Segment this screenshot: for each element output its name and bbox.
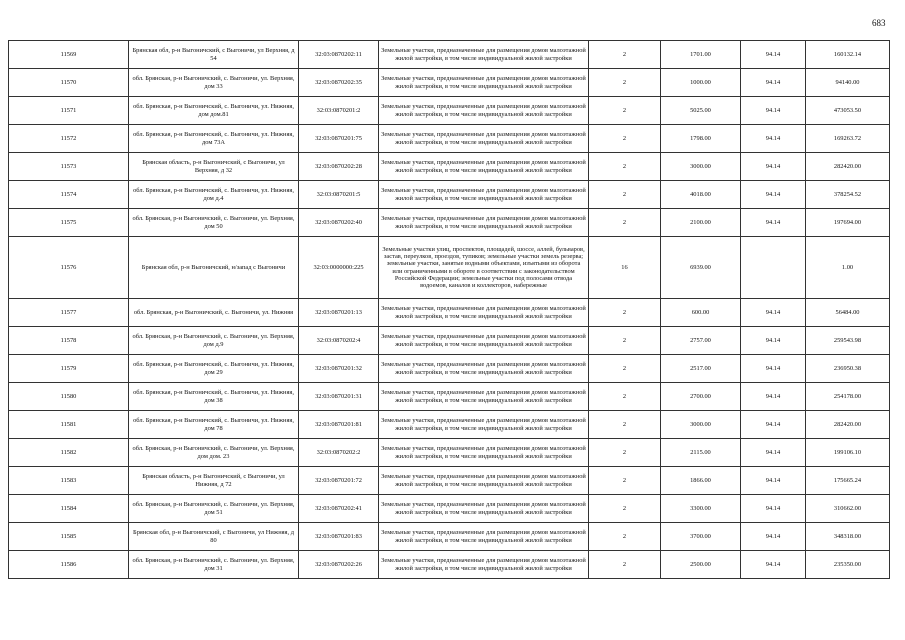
area-cell: 3700.00 bbox=[661, 523, 741, 551]
cadastral-value-cell: 235350.00 bbox=[806, 551, 890, 579]
address-cell: обл. Брянская, р-н Выгоничский, с. Выгоничи, ул. Нижняя, дом д.4 bbox=[129, 181, 299, 209]
address-cell: Брянская обл, р-н Выгоничский, н/запад с Выгоничи bbox=[129, 237, 299, 299]
group-cell: 2 bbox=[589, 97, 661, 125]
cadastral-number-cell: 32:03:0870201:32 bbox=[299, 355, 379, 383]
table-row bbox=[9, 181, 890, 209]
address-cell: обл. Брянская, р-н Выгоничский, с. Выгоничи, ул. Нижняя, дом 78 bbox=[129, 411, 299, 439]
group-cell: 2 bbox=[589, 439, 661, 467]
rate-cell: 94.14 bbox=[741, 69, 806, 97]
row-number: 11584 bbox=[9, 495, 129, 523]
land-category-cell: Земельные участки, предназначенные для размещения домов малоэтажной жилой застройки, в том числе индивидуальной жилой застройки bbox=[379, 523, 589, 551]
cadastral-number-cell: 32:03:0870201:72 bbox=[299, 467, 379, 495]
area-cell: 6939.00 bbox=[661, 237, 741, 299]
rate-cell: 94.14 bbox=[741, 125, 806, 153]
group-cell: 2 bbox=[589, 209, 661, 237]
area-cell: 2500.00 bbox=[661, 551, 741, 579]
cadastral-value-cell: 175665.24 bbox=[806, 467, 890, 495]
group-cell: 2 bbox=[589, 523, 661, 551]
area-cell: 3000.00 bbox=[661, 153, 741, 181]
rate-cell: 94.14 bbox=[741, 327, 806, 355]
cadastral-number-cell: 32:03:0870201:13 bbox=[299, 299, 379, 327]
cadastral-number-cell: 32:03:0870201:83 bbox=[299, 523, 379, 551]
group-cell: 2 bbox=[589, 495, 661, 523]
area-cell: 1798.00 bbox=[661, 125, 741, 153]
table-row bbox=[9, 209, 890, 237]
table-row bbox=[9, 327, 890, 355]
cadastral-number-cell: 32:03:0870201:81 bbox=[299, 411, 379, 439]
land-category-cell: Земельные участки, предназначенные для размещения домов малоэтажной жилой застройки, в том числе индивидуальной жилой застройки bbox=[379, 411, 589, 439]
address-cell: обл. Брянская, р-н Выгоничский, с. Выгоничи, ул. Верхняя, дом 50 bbox=[129, 209, 299, 237]
row-number: 11573 bbox=[9, 153, 129, 181]
land-category-cell: Земельные участки, предназначенные для размещения домов малоэтажной жилой застройки, в том числе индивидуальной жилой застройки bbox=[379, 181, 589, 209]
rate-cell: 94.14 bbox=[741, 383, 806, 411]
land-category-cell: Земельные участки, предназначенные для размещения домов малоэтажной жилой застройки, в том числе индивидуальной жилой застройки bbox=[379, 153, 589, 181]
area-cell: 5025.00 bbox=[661, 97, 741, 125]
table-row bbox=[9, 439, 890, 467]
cadastral-value-cell: 169263.72 bbox=[806, 125, 890, 153]
land-category-cell: Земельные участки, предназначенные для размещения домов малоэтажной жилой застройки, в том числе индивидуальной жилой застройки bbox=[379, 383, 589, 411]
table-row bbox=[9, 237, 890, 299]
land-category-cell: Земельные участки, предназначенные для размещения домов малоэтажной жилой застройки, в том числе индивидуальной жилой застройки bbox=[379, 209, 589, 237]
group-cell: 2 bbox=[589, 551, 661, 579]
cadastral-value-cell: 1.00 bbox=[806, 237, 890, 299]
table-row bbox=[9, 523, 890, 551]
cadastral-value-cell: 197694.00 bbox=[806, 209, 890, 237]
row-number: 11570 bbox=[9, 69, 129, 97]
row-number: 11579 bbox=[9, 355, 129, 383]
area-cell: 2757.00 bbox=[661, 327, 741, 355]
cadastral-value-cell: 473053.50 bbox=[806, 97, 890, 125]
rate-cell: 94.14 bbox=[741, 411, 806, 439]
table-row bbox=[9, 551, 890, 579]
cadastral-number-cell: 32:03:0870201:2 bbox=[299, 97, 379, 125]
group-cell: 16 bbox=[589, 237, 661, 299]
cadastral-number-cell: 32:03:0870202:26 bbox=[299, 551, 379, 579]
rate-cell: 94.14 bbox=[741, 181, 806, 209]
address-cell: обл. Брянская, р-н Выгоничский, с. Выгоничи, ул. Нижняя, дом дом.81 bbox=[129, 97, 299, 125]
row-number: 11578 bbox=[9, 327, 129, 355]
cadastral-number-cell: 32:03:0870202:41 bbox=[299, 495, 379, 523]
land-category-cell: Земельные участки улиц, проспектов, площадей, шоссе, аллей, бульваров, застав, переулков, проездов, тупиков; земельные участки земель резерва; земельные участки, занятые водными объектами, изъятыми из оборота или ограниченными в обороте в соответствии с законодательством Российской Федерации; земельные участки под полосами отвода водоемов, каналов и коллекторов, набережные bbox=[379, 237, 589, 299]
address-cell: обл. Брянская, р-н Выгоничский, с. Выгоничи, ул. Верхняя, дом д.9 bbox=[129, 327, 299, 355]
land-category-cell: Земельные участки, предназначенные для размещения домов малоэтажной жилой застройки, в том числе индивидуальной жилой застройки bbox=[379, 327, 589, 355]
address-cell: обл. Брянская, р-н Выгоничский, с. Выгоничи, ул. Нижняя, дом 29 bbox=[129, 355, 299, 383]
land-category-cell: Земельные участки, предназначенные для размещения домов малоэтажной жилой застройки, в том числе индивидуальной жилой застройки bbox=[379, 97, 589, 125]
table-row bbox=[9, 495, 890, 523]
cadastral-value-cell: 236950.38 bbox=[806, 355, 890, 383]
rate-cell: 94.14 bbox=[741, 551, 806, 579]
area-cell: 3300.00 bbox=[661, 495, 741, 523]
cadastral-value-cell: 259543.98 bbox=[806, 327, 890, 355]
cadastral-value-cell: 160132.14 bbox=[806, 41, 890, 69]
table-row bbox=[9, 383, 890, 411]
row-number: 11581 bbox=[9, 411, 129, 439]
row-number: 11571 bbox=[9, 97, 129, 125]
cadastral-value-cell: 282420.00 bbox=[806, 411, 890, 439]
table-row bbox=[9, 411, 890, 439]
land-category-cell: Земельные участки, предназначенные для размещения домов малоэтажной жилой застройки, в том числе индивидуальной жилой застройки bbox=[379, 125, 589, 153]
cadastral-number-cell: 32:03:0870201:5 bbox=[299, 181, 379, 209]
cadastral-value-cell: 254178.00 bbox=[806, 383, 890, 411]
rate-cell: 94.14 bbox=[741, 439, 806, 467]
table-row bbox=[9, 125, 890, 153]
area-cell: 1866.00 bbox=[661, 467, 741, 495]
group-cell: 2 bbox=[589, 411, 661, 439]
rate-cell: 94.14 bbox=[741, 355, 806, 383]
cadastral-value-cell: 56484.00 bbox=[806, 299, 890, 327]
group-cell: 2 bbox=[589, 383, 661, 411]
cadastral-number-cell: 32:03:0870202:2 bbox=[299, 439, 379, 467]
group-cell: 2 bbox=[589, 69, 661, 97]
land-category-cell: Земельные участки, предназначенные для размещения домов малоэтажной жилой застройки, в том числе индивидуальной жилой застройки bbox=[379, 41, 589, 69]
rate-cell: 94.14 bbox=[741, 495, 806, 523]
rate-cell: 94.14 bbox=[741, 97, 806, 125]
land-category-cell: Земельные участки, предназначенные для размещения домов малоэтажной жилой застройки, в том числе индивидуальной жилой застройки bbox=[379, 439, 589, 467]
land-registry-table bbox=[8, 40, 890, 579]
land-category-cell: Земельные участки, предназначенные для размещения домов малоэтажной жилой застройки, в том числе индивидуальной жилой застройки bbox=[379, 355, 589, 383]
table-row bbox=[9, 69, 890, 97]
cadastral-number-cell: 32:03:0870202:28 bbox=[299, 153, 379, 181]
rate-cell: 94.14 bbox=[741, 467, 806, 495]
cadastral-number-cell: 32:03:0870201:75 bbox=[299, 125, 379, 153]
cadastral-value-cell: 282420.00 bbox=[806, 153, 890, 181]
rate-cell: 94.14 bbox=[741, 153, 806, 181]
group-cell: 2 bbox=[589, 355, 661, 383]
group-cell: 2 bbox=[589, 41, 661, 69]
table-row bbox=[9, 299, 890, 327]
address-cell: Брянская область, р-н Выгоничский, с Выгоничи, ул Нижняя, д 72 bbox=[129, 467, 299, 495]
area-cell: 2115.00 bbox=[661, 439, 741, 467]
cadastral-value-cell: 348318.00 bbox=[806, 523, 890, 551]
table-row bbox=[9, 355, 890, 383]
row-number: 11585 bbox=[9, 523, 129, 551]
cadastral-number-cell: 32:03:0000000:225 bbox=[299, 237, 379, 299]
rate-cell bbox=[741, 237, 806, 299]
table-row bbox=[9, 467, 890, 495]
cadastral-number-cell: 32:03:0870201:31 bbox=[299, 383, 379, 411]
table-row bbox=[9, 97, 890, 125]
address-cell: Брянская область, р-н Выгоничский, с Выгоничи, ул Верхняя, д 32 bbox=[129, 153, 299, 181]
address-cell: обл. Брянская, р-н Выгоничский, с. Выгоничи, ул. Верхняя, дом 33 bbox=[129, 69, 299, 97]
address-cell: обл. Брянская, р-н Выгоничский, с. Выгоничи, ул. Нижняя, дом 73А bbox=[129, 125, 299, 153]
rate-cell: 94.14 bbox=[741, 41, 806, 69]
land-category-cell: Земельные участки, предназначенные для размещения домов малоэтажной жилой застройки, в том числе индивидуальной жилой застройки bbox=[379, 495, 589, 523]
row-number: 11586 bbox=[9, 551, 129, 579]
address-cell: обл. Брянская, р-н Выгоничский, с. Выгоничи, ул. Верхняя, дом дом. 23 bbox=[129, 439, 299, 467]
cadastral-number-cell: 32:03:0870202:11 bbox=[299, 41, 379, 69]
row-number: 11583 bbox=[9, 467, 129, 495]
area-cell: 1000.00 bbox=[661, 69, 741, 97]
address-cell: Брянская обл, р-н Выгоничский, с Выгоничи, ул Верхняя, д 54 bbox=[129, 41, 299, 69]
land-category-cell: Земельные участки, предназначенные для размещения домов малоэтажной жилой застройки, в том числе индивидуальной жилой застройки bbox=[379, 69, 589, 97]
group-cell: 2 bbox=[589, 299, 661, 327]
row-number: 11576 bbox=[9, 237, 129, 299]
group-cell: 2 bbox=[589, 467, 661, 495]
address-cell: обл. Брянская, р-н Выгоничский, с. Выгоничи, ул. Нижняя bbox=[129, 299, 299, 327]
row-number: 11572 bbox=[9, 125, 129, 153]
area-cell: 2700.00 bbox=[661, 383, 741, 411]
rate-cell: 94.14 bbox=[741, 299, 806, 327]
land-category-cell: Земельные участки, предназначенные для размещения домов малоэтажной жилой застройки, в том числе индивидуальной жилой застройки bbox=[379, 467, 589, 495]
area-cell: 600.00 bbox=[661, 299, 741, 327]
area-cell: 2100.00 bbox=[661, 209, 741, 237]
group-cell: 2 bbox=[589, 153, 661, 181]
row-number: 11580 bbox=[9, 383, 129, 411]
group-cell: 2 bbox=[589, 181, 661, 209]
cadastral-number-cell: 32:03:0870202:40 bbox=[299, 209, 379, 237]
row-number: 11577 bbox=[9, 299, 129, 327]
rate-cell: 94.14 bbox=[741, 209, 806, 237]
area-cell: 1701.00 bbox=[661, 41, 741, 69]
address-cell: обл. Брянская, р-н Выгоничский, с. Выгоничи, ул. Верхняя, дом 31 bbox=[129, 551, 299, 579]
rate-cell: 94.14 bbox=[741, 523, 806, 551]
table-row bbox=[9, 41, 890, 69]
row-number: 11574 bbox=[9, 181, 129, 209]
land-category-cell: Земельные участки, предназначенные для размещения домов малоэтажной жилой застройки, в том числе индивидуальной жилой застройки bbox=[379, 551, 589, 579]
land-category-cell: Земельные участки, предназначенные для размещения домов малоэтажной жилой застройки, в том числе индивидуальной жилой застройки bbox=[379, 299, 589, 327]
cadastral-number-cell: 32:03:0870202:35 bbox=[299, 69, 379, 97]
cadastral-value-cell: 378254.52 bbox=[806, 181, 890, 209]
cadastral-value-cell: 199106.10 bbox=[806, 439, 890, 467]
area-cell: 2517.00 bbox=[661, 355, 741, 383]
address-cell: Брянская обл, р-н Выгоничский, с Выгоничи, ул Нижняя, д 80 bbox=[129, 523, 299, 551]
area-cell: 3000.00 bbox=[661, 411, 741, 439]
table-row bbox=[9, 153, 890, 181]
address-cell: обл. Брянская, р-н Выгоничский, с. Выгоничи, ул. Верхняя, дом 51 bbox=[129, 495, 299, 523]
row-number: 11582 bbox=[9, 439, 129, 467]
row-number: 11575 bbox=[9, 209, 129, 237]
address-cell: обл. Брянская, р-н Выгоничский, с. Выгоничи, ул. Нижняя, дом 38 bbox=[129, 383, 299, 411]
cadastral-number-cell: 32:03:0870202:4 bbox=[299, 327, 379, 355]
page-number: 683 bbox=[872, 18, 886, 28]
group-cell: 2 bbox=[589, 125, 661, 153]
cadastral-value-cell: 310662.00 bbox=[806, 495, 890, 523]
area-cell: 4018.00 bbox=[661, 181, 741, 209]
cadastral-value-cell: 94140.00 bbox=[806, 69, 890, 97]
row-number: 11569 bbox=[9, 41, 129, 69]
group-cell: 2 bbox=[589, 327, 661, 355]
